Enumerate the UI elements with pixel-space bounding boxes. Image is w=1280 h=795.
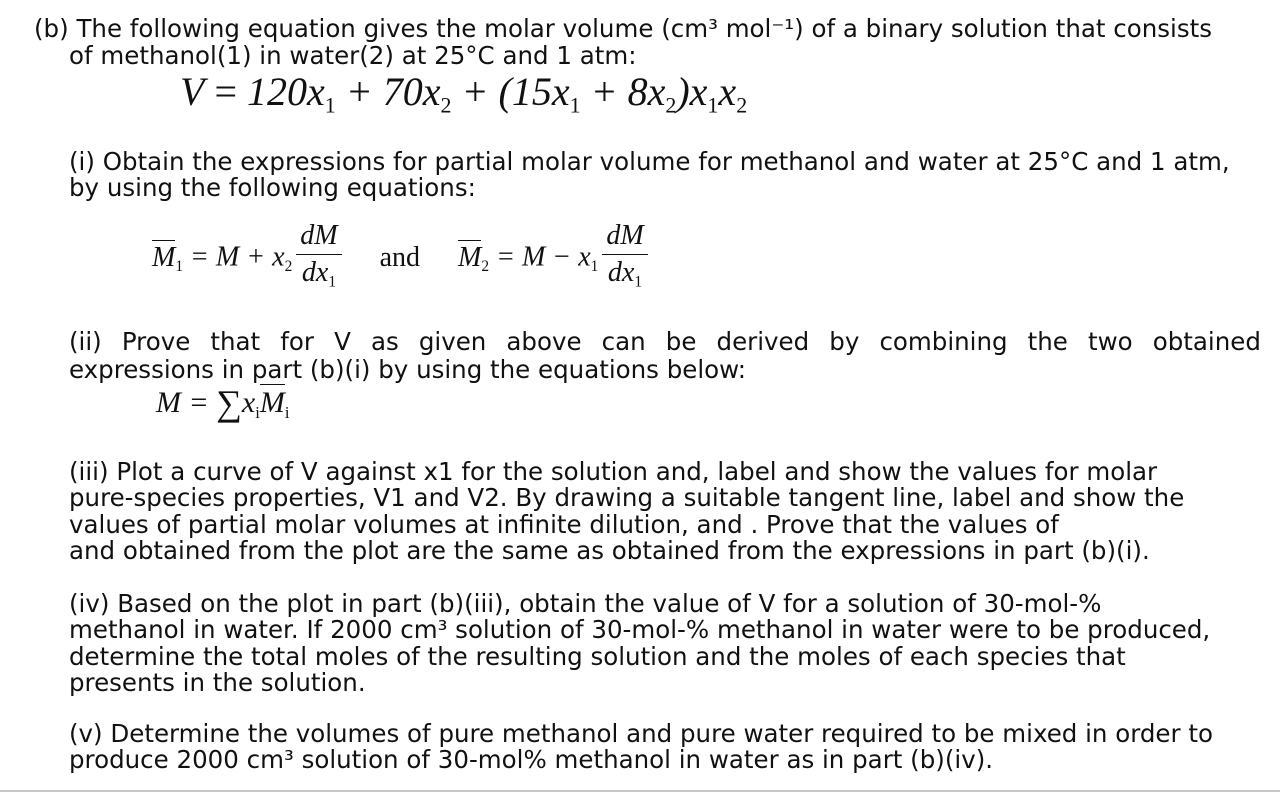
- word: be: [665, 327, 697, 356]
- word: Prove: [121, 327, 191, 356]
- eq-term: x: [718, 69, 737, 114]
- part-iii-line-4: and obtained from the plot are the same as obtained from the expressions in part (b)(i).: [69, 536, 1150, 565]
- part-iv-line-4: presents in the solution.: [69, 668, 366, 697]
- eq-term: + (15x: [451, 69, 570, 114]
- m2-rhs: = M − x: [489, 241, 591, 273]
- part-iv-line-2: methanol in water. If 2000 cm³ solution of 30-mol-% methanol in water were to be produced,: [69, 615, 1211, 644]
- eq-subscript: 1: [707, 92, 719, 118]
- intro-line-1: (b) The following equation gives the molar volume (cm³ mol⁻¹) of a binary solution that consists: [34, 14, 1212, 43]
- derivative-fraction: [602, 220, 647, 298]
- fraction-numerator: dM: [602, 220, 647, 255]
- word: combining: [879, 327, 1008, 356]
- fraction-denominator: dx: [301, 257, 329, 288]
- eq-subscript: 2: [665, 92, 677, 118]
- word: that: [210, 327, 261, 356]
- word: by: [829, 327, 860, 356]
- word: above: [506, 327, 582, 356]
- word: (ii): [69, 327, 102, 356]
- eq-lhs: V: [180, 69, 205, 114]
- part-v-line-1: (v) Determine the volumes of pure methanol and pure water required to be mixed in order to: [69, 719, 1213, 748]
- eq-sign: =: [204, 69, 247, 114]
- eq-term: + 70x: [335, 69, 441, 114]
- part-ii-line-1: [69, 328, 1261, 356]
- intro-line-2: of methanol(1) in water(2) at 25°C and 1 atm:: [69, 41, 637, 70]
- part-ii-line-2: expressions in part (b)(i) by using the equations below:: [69, 355, 747, 384]
- eq-subscript: 2: [736, 92, 748, 118]
- molar-volume-equation: [180, 70, 747, 128]
- eq-term: 120x: [247, 69, 325, 114]
- eq-subscript: 1: [590, 257, 599, 275]
- eq-subscript: 2: [440, 92, 452, 118]
- part-iii-line-1: (iii) Plot a curve of V against x1 for the solution and, label and show the values for molar: [69, 457, 1158, 486]
- word: two: [1088, 327, 1133, 356]
- eq-term: )x: [676, 69, 708, 114]
- word: given: [418, 327, 487, 356]
- eq-subscript: 2: [481, 257, 490, 275]
- derivative-fraction: [296, 220, 341, 298]
- part-iv-line-3: determine the total moles of the resulting solution and the moles of each species that: [69, 642, 1126, 671]
- eq-subscript: i: [255, 402, 260, 422]
- m1-bar: M: [152, 241, 176, 273]
- part-v-line-2: produce 2000 cm³ solution of 30-mol% methanol in water as in part (b)(iv).: [69, 745, 994, 774]
- eq-term: + 8x: [580, 69, 666, 114]
- word: for: [280, 327, 314, 356]
- part-iii-line-3: values of partial molar volumes at infinite dilution, and . Prove that the values of: [69, 510, 1059, 539]
- eq-subscript: 1: [328, 273, 337, 291]
- word: V: [334, 327, 351, 356]
- eq-subscript: 2: [284, 257, 293, 275]
- bottom-divider: [0, 790, 1280, 792]
- sum-m-bar: M: [259, 386, 285, 419]
- part-iv-line-1: (iv) Based on the plot in part (b)(iii), obtain the value of V for a solution of 30-mol-%: [69, 589, 1102, 618]
- sum-lhs: M =: [156, 386, 217, 419]
- part-i-line-2: by using the following equations:: [69, 173, 476, 202]
- partial-molar-equations: [152, 220, 652, 298]
- part-iii-line-2: pure-species properties, V1 and V2. By drawing a suitable tangent line, label and show the: [69, 483, 1185, 512]
- m2-bar: M: [458, 241, 482, 273]
- word: obtained: [1152, 327, 1261, 356]
- word: derived: [716, 327, 810, 356]
- m1-rhs: = M + x: [183, 241, 285, 273]
- sigma-symbol: ∑: [216, 383, 242, 423]
- part-i-line-1: (i) Obtain the expressions for partial molar volume for methanol and water at 25°C and 1 atm,: [69, 147, 1230, 176]
- eq-subscript: 1: [569, 92, 581, 118]
- eq-subscript: i: [284, 402, 290, 422]
- word: can: [601, 327, 646, 356]
- and-word: and: [379, 241, 421, 273]
- sum-x: x: [241, 386, 256, 419]
- eq-subscript: 1: [175, 257, 184, 275]
- word: as: [370, 327, 399, 356]
- eq-subscript: 1: [324, 92, 336, 118]
- summability-equation: [156, 383, 290, 430]
- fraction-numerator: dM: [296, 220, 341, 255]
- fraction-denominator: dx: [607, 257, 635, 288]
- word: the: [1027, 327, 1068, 356]
- eq-subscript: 1: [634, 273, 643, 291]
